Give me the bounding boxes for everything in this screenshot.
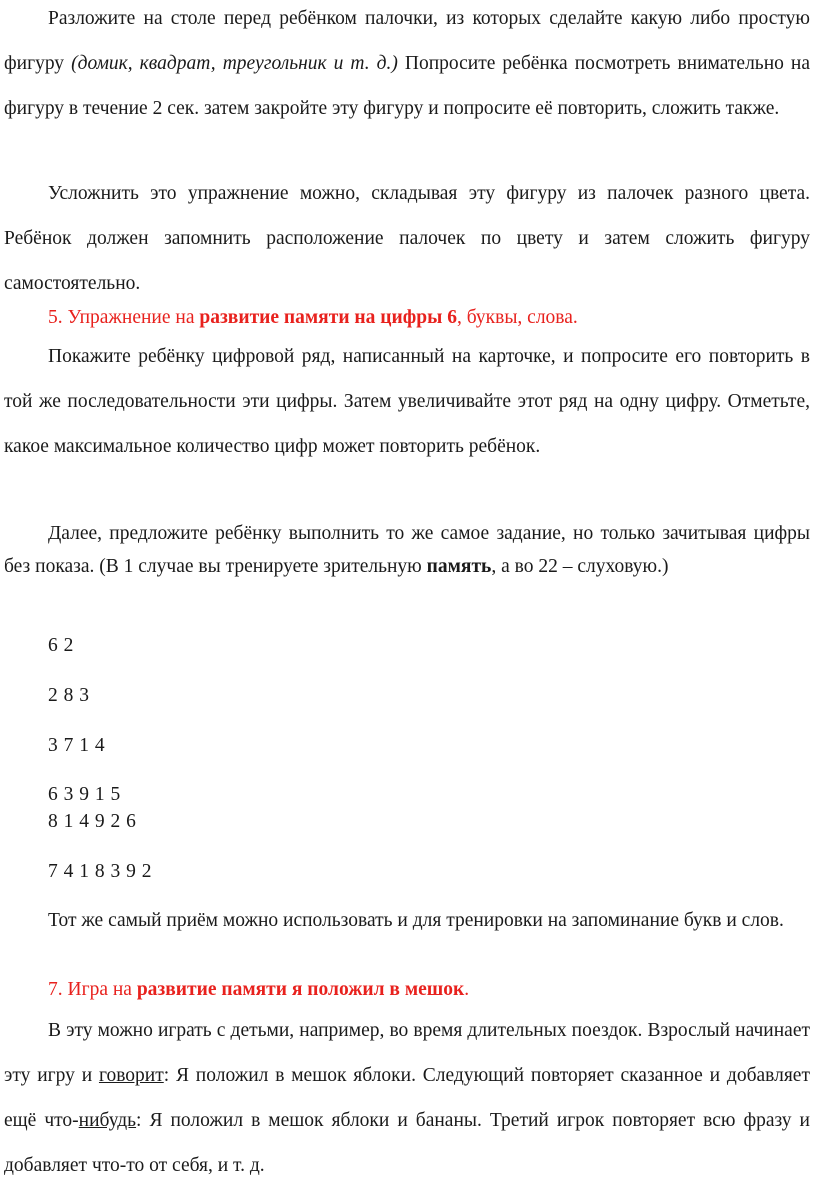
link-govorit[interactable]: говорит: [98, 1065, 164, 1086]
figure-examples: (домик, квадрат, треугольник и т. д.): [71, 53, 398, 74]
paragraph-auditory: Далее, предложите ребёнку выполнить то же самое задание, но только зачитывая цифры без показа. (В 1 случае вы тренируете зрительную память, а во 22 – слуховую.): [4, 523, 810, 577]
sequence-4: 6 3 9 1 5: [48, 784, 121, 805]
paragraph-complicate: Усложнить это упражнение можно, складывая эту фигуру из палочек разного цвета. Ребёнок должен запомнить расположение палочек по цвету и затем сложить фигуру самостоятельно.: [4, 183, 810, 294]
heading-game-7: 7. Игра на развитие памяти я положил в мешок.: [48, 979, 470, 1000]
sequence-1: 6 2: [48, 635, 74, 656]
paragraph-number-row: Покажите ребёнку цифровой ряд, написанный на карточке, и попросите его повторить в той же последовательности эти цифры. Затем увеличивайте этот ряд на одну цифру. Отметьте, какое максимальное количество цифр может повторить ребёнок.: [4, 346, 810, 457]
sequence-5: 8 1 4 9 2 6: [48, 811, 137, 832]
paragraph-sticks: Разложите на столе перед ребёнком палочки, из которых сделайте какую либо простую фигуру (домик, квадрат, треугольник и т. д.) Попросите ребёнка посмотреть внимательно на фигуру в течение 2 сек. затем закройте эту фигуру и попросите её повторить, сложить также.: [4, 8, 810, 119]
paragraph-letters-words: Тот же самый приём можно использовать и для тренировки на запоминание букв и слов.: [48, 910, 784, 931]
heading-exercise-5: 5. Упражнение на развитие памяти на цифры 6, буквы, слова.: [48, 307, 578, 328]
sequence-3: 3 7 1 4: [48, 735, 106, 756]
sequence-2: 2 8 3: [48, 685, 90, 706]
link-nibud[interactable]: нибудь: [78, 1110, 137, 1131]
paragraph-bag-game: В эту можно играть с детьми, например, во время длительных поездок. Взрослый начинает эту игру и говорит: Я положил в мешок яблоки. Следующий повторяет сказанное и добавляет ещё что-нибудь: Я положил в мешок яблоки и бананы. Третий игрок повторяет всю фразу и добавляет что-то от себя, и т. д.: [4, 1020, 810, 1176]
sequence-6: 7 4 1 8 3 9 2: [48, 861, 152, 882]
